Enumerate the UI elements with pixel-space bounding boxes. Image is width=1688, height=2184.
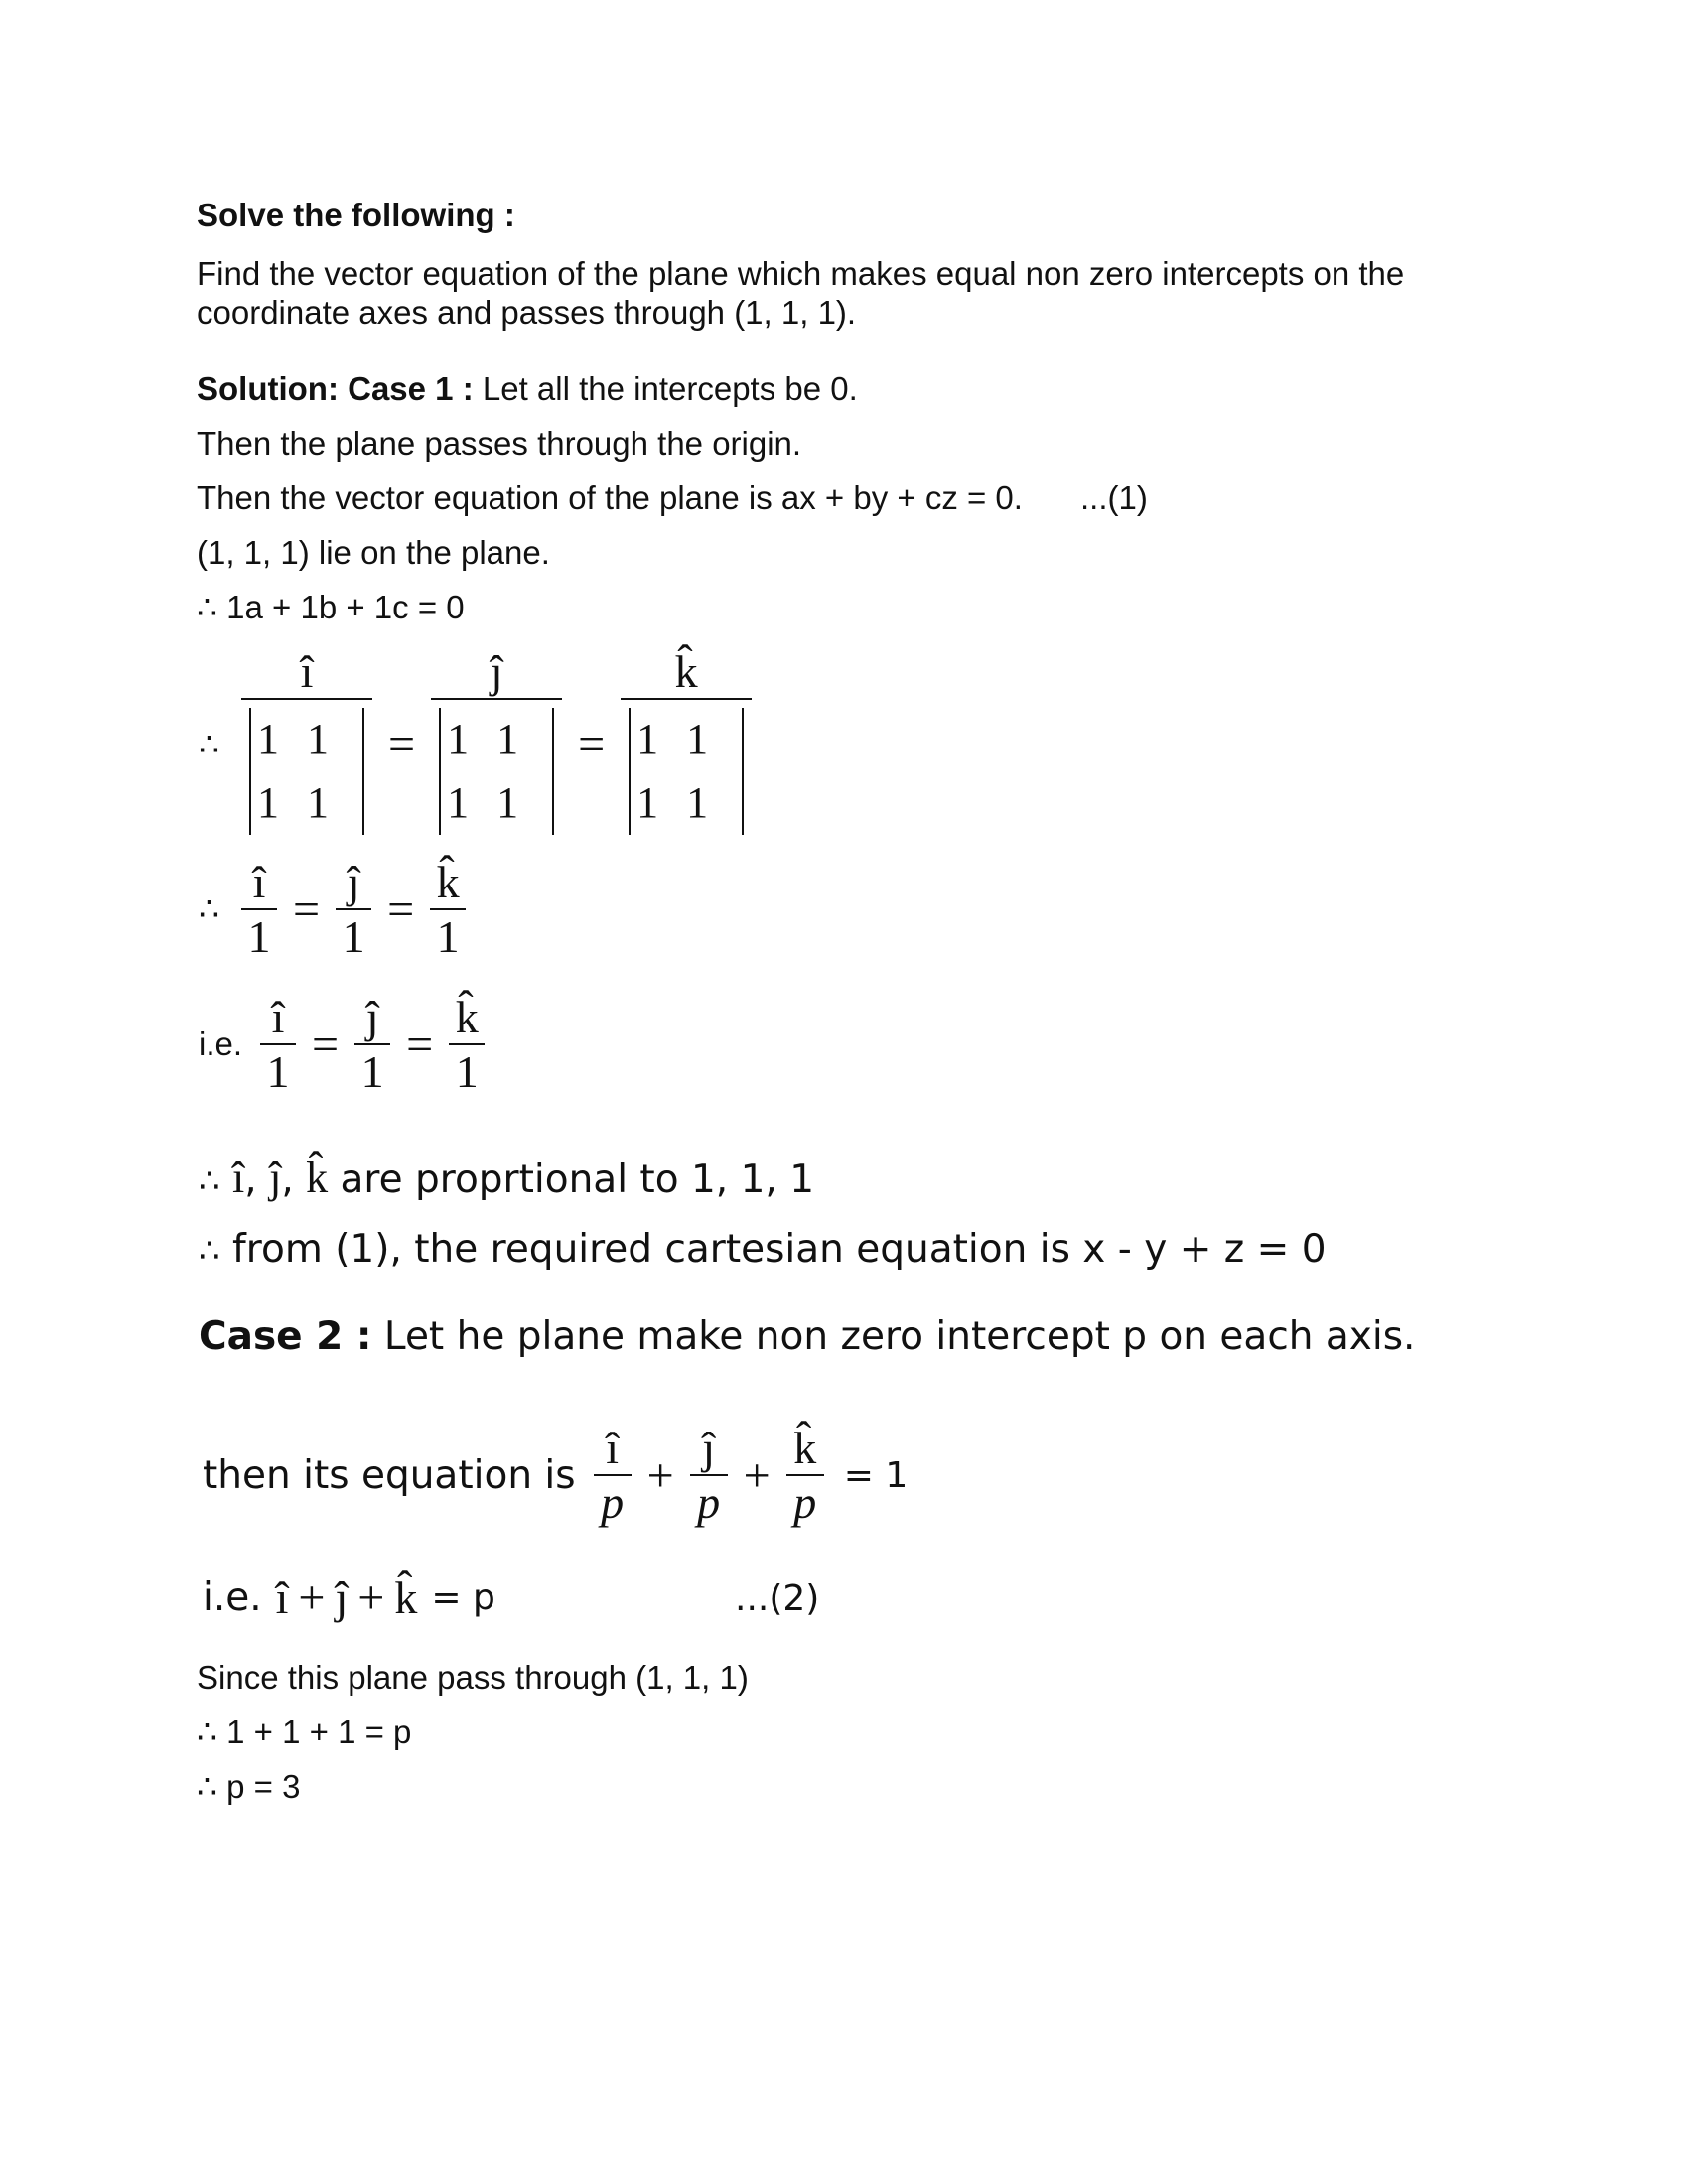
determinant-3: 1 1 1 1: [629, 708, 744, 835]
line-point-lies: (1, 1, 1) lie on the plane.: [197, 534, 550, 571]
fraction-i-over-p: $\frac{î}{p}$: [594, 1422, 632, 1529]
fraction-j-over-1: $\frac{ĵ}{1}$: [336, 856, 371, 963]
k-hat: k̂: [674, 646, 698, 697]
equals-sign: =: [388, 718, 416, 770]
line-sum-zero: ∴ 1a + 1b + 1c = 0: [197, 589, 465, 625]
fraction-i: [241, 645, 372, 843]
therefore-symbol: ∴: [199, 890, 219, 927]
heading: Solve the following :: [197, 197, 515, 233]
fraction-k-over-p: $\frac{k̂}{p}$: [786, 1422, 824, 1529]
fraction-k: [621, 645, 752, 843]
solution-label: Solution: Case 1 :: [197, 370, 474, 407]
case2-text: Let he plane make non zero intercept p on each axis.: [371, 1314, 1416, 1359]
proportional-line: ∴ î, ĵ, k̂ are proprtional to 1, 1, 1: [199, 1154, 815, 1202]
line-vector-equation: Then the vector equation of the plane is ax + by + cz = 0.: [197, 479, 1023, 516]
case1-text: Let all the intercepts be 0.: [473, 370, 858, 407]
solution-case1-line: [197, 369, 858, 409]
case2-label: Case 2 :: [199, 1314, 372, 1359]
equation-2-tag: ...(2): [735, 1578, 820, 1619]
j-hat: ĵ: [490, 646, 503, 697]
determinant-equation: [199, 645, 752, 843]
ratio-equation-1: ∴ $\frac{î}{1}$ = $\frac{ĵ}{1}$ = $\frac{k̂}{1}$: [199, 856, 466, 963]
question-line-2: coordinate axes and passes through (1, 1, 1).: [197, 294, 857, 331]
fraction-i-over-1: $\frac{î}{1}$: [260, 991, 296, 1098]
fraction-j-over-p: $\frac{ĵ}{p}$: [690, 1422, 728, 1529]
case2-line: [199, 1312, 1415, 1362]
determinant-2: 1 1 1 1: [439, 708, 554, 835]
fraction-j: [431, 645, 562, 843]
fraction-j-over-1: $\frac{ĵ}{1}$: [354, 991, 390, 1098]
i-hat: î: [300, 646, 314, 697]
equals-sign: =: [578, 718, 606, 770]
ratio-equation-2: i.e. $\frac{î}{1}$ = $\frac{ĵ}{1}$ = $\frac{k̂}{1}$: [199, 991, 485, 1098]
line-sum-p: ∴ 1 + 1 + 1 = p: [197, 1713, 412, 1750]
fraction-i-over-1: $\frac{î}{1}$: [241, 856, 277, 963]
line-pass-through: Since this plane pass through (1, 1, 1): [197, 1659, 749, 1696]
fraction-k-over-1: $\frac{k̂}{1}$: [449, 991, 485, 1098]
cartesian-line: ∴ from (1), the required cartesian equation is x - y + z = 0: [199, 1227, 1327, 1272]
intercept-equation: then its equation is $\frac{î}{p}$ + $\frac{ĵ}{p}$ + $\frac{k̂}{p}$ = 1: [203, 1423, 909, 1528]
equation-2-line: i.e. î + ĵ + k̂ = p: [203, 1571, 495, 1624]
question-line-1: Find the vector equation of the plane which makes equal non zero intercepts on the: [197, 255, 1405, 292]
determinant-1: 1 1 1 1: [249, 708, 364, 835]
ie-label: i.e.: [199, 1025, 243, 1062]
line-origin: Then the plane passes through the origin.: [197, 425, 802, 462]
line-p-value: ∴ p = 3: [197, 1768, 301, 1805]
equation-prefix: then its equation is: [203, 1452, 576, 1498]
fraction-k-over-1: $\frac{k̂}{1}$: [430, 856, 466, 963]
therefore-symbol: ∴: [199, 725, 219, 762]
equation-1-tag: ...(1): [1080, 479, 1148, 516]
